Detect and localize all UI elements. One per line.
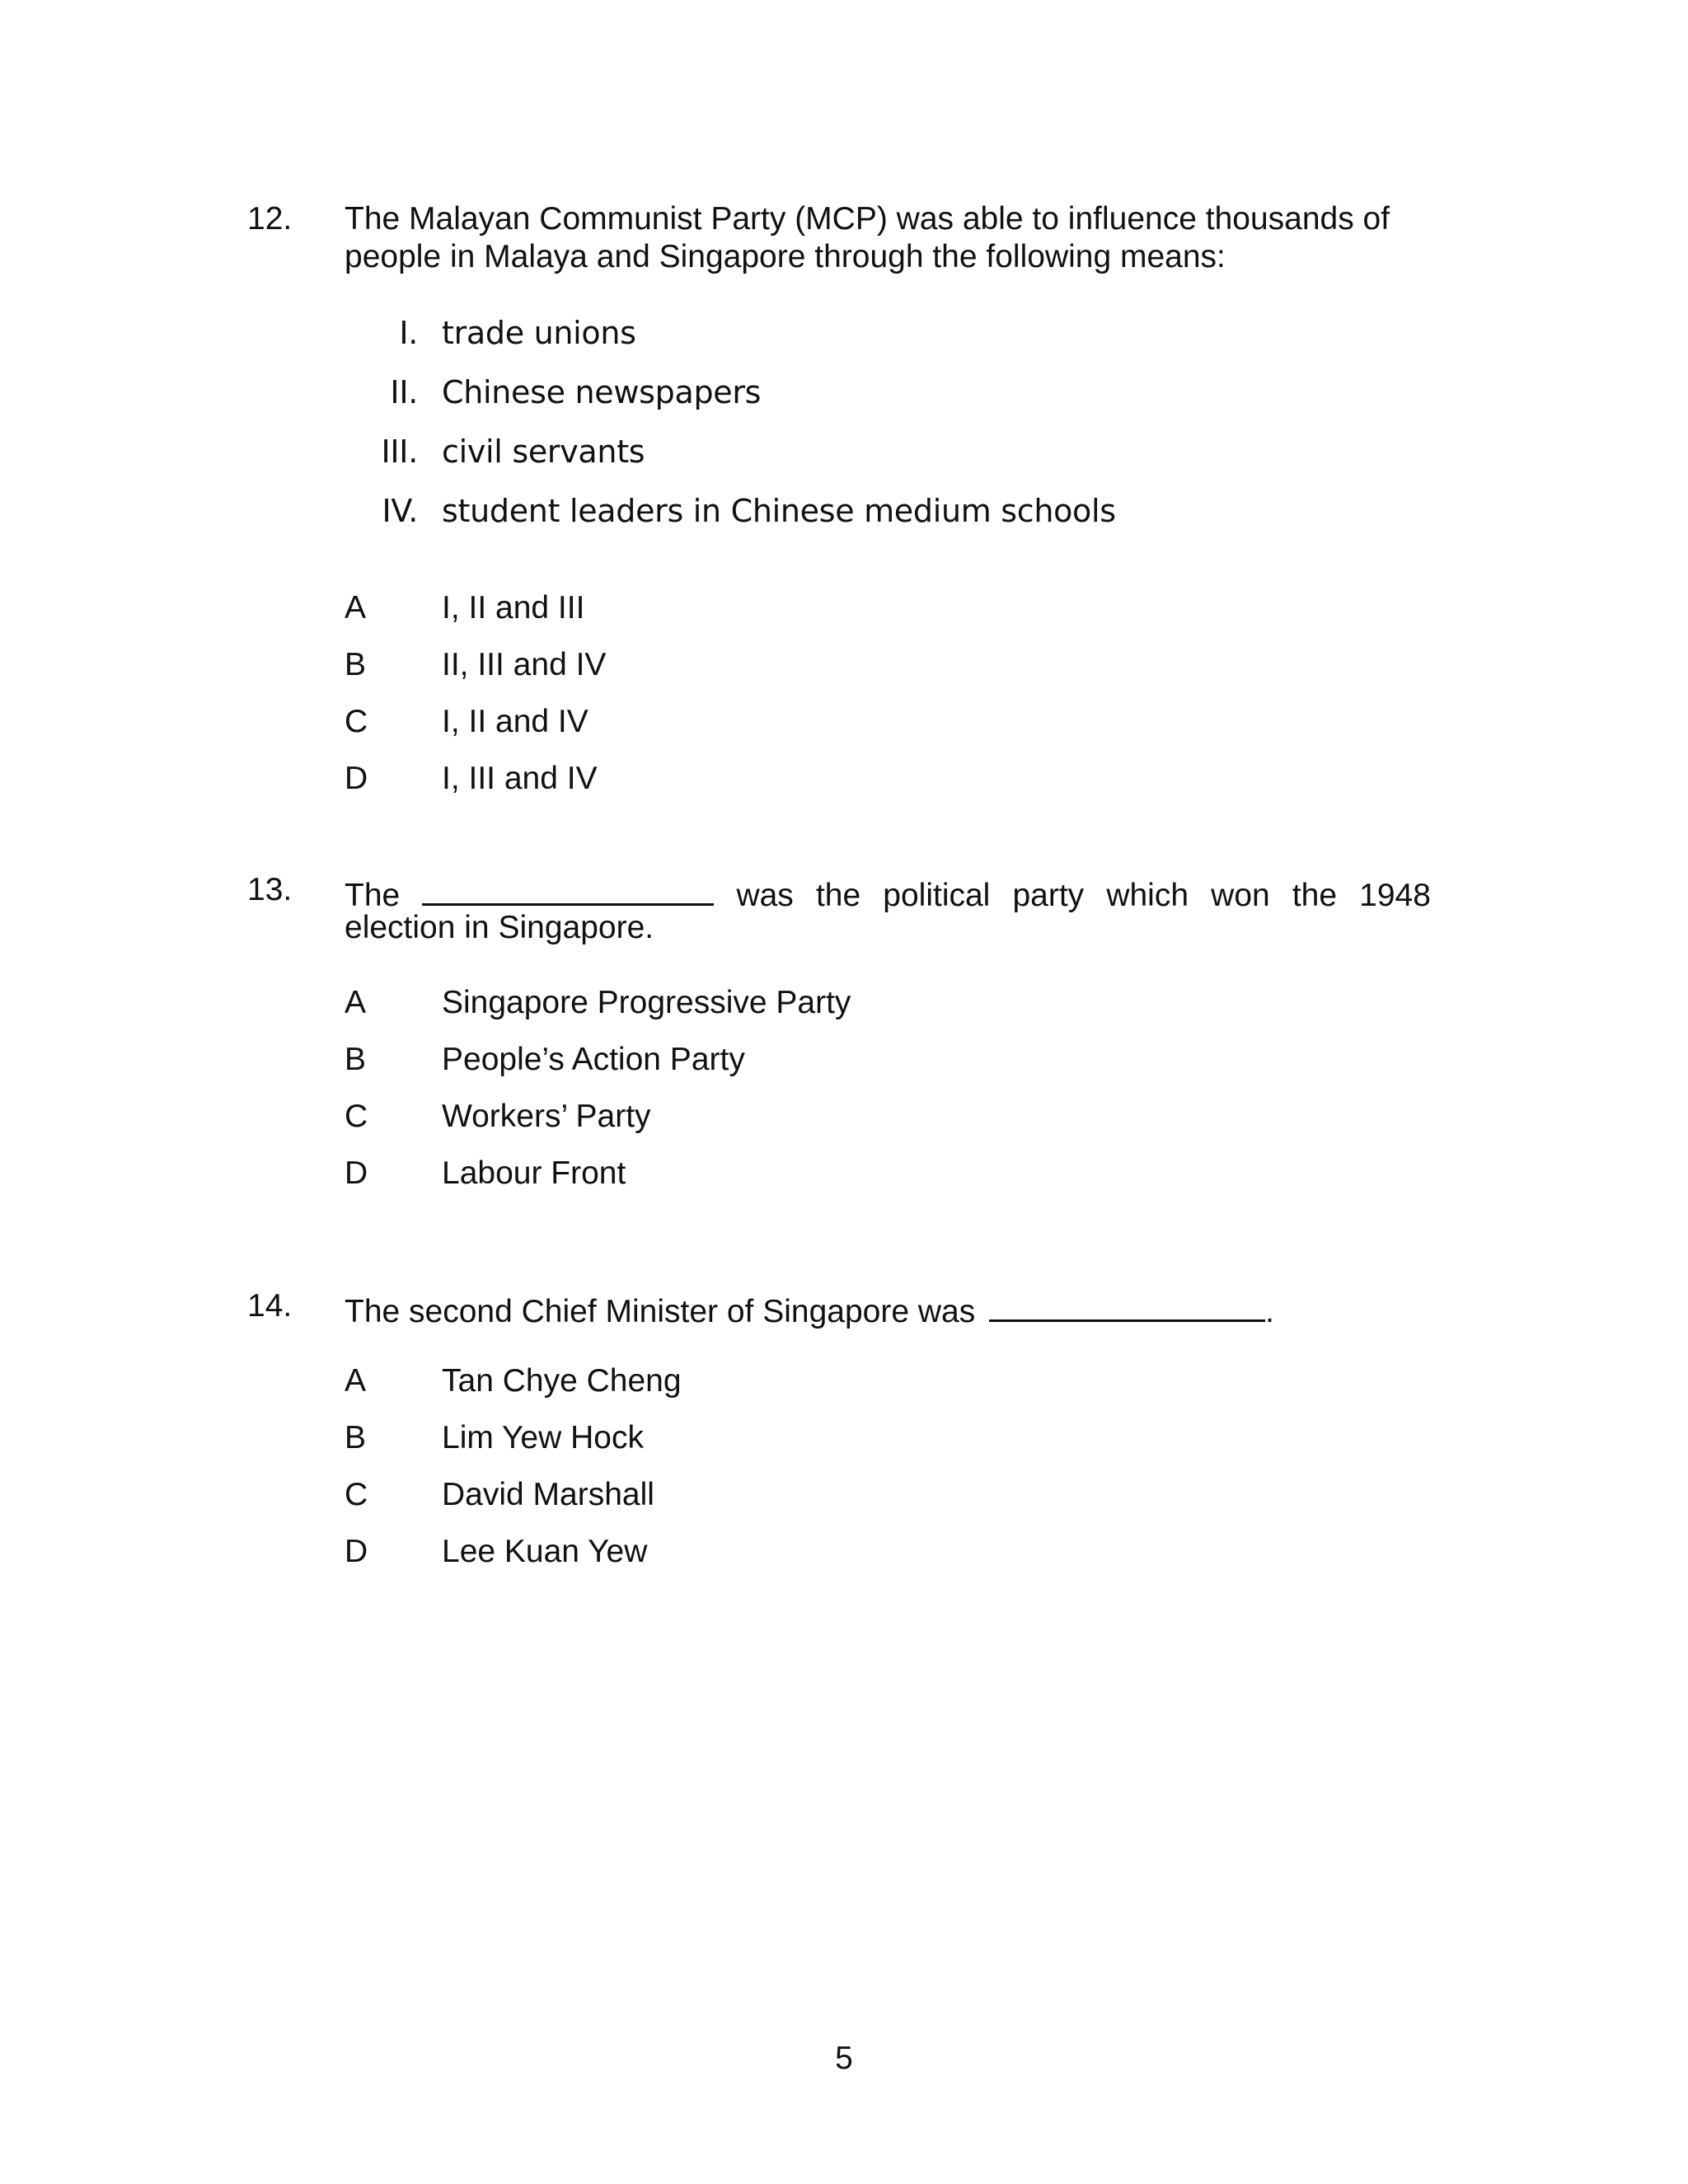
question-number: 12.	[247, 201, 293, 237]
stem-word: the	[1292, 878, 1338, 913]
question-number: 14.	[247, 1288, 293, 1324]
option-letter: C	[345, 1099, 368, 1134]
statement-numeral: III.	[381, 434, 418, 470]
option-letter: A	[345, 985, 367, 1020]
option-text: Lee Kuan Yew	[442, 1534, 648, 1569]
option-text: Lim Yew Hock	[442, 1420, 644, 1455]
option-text: I, II and IV	[442, 704, 588, 739]
statement-text: student leaders in Chinese medium schools	[442, 493, 1116, 529]
option-letter: D	[345, 1155, 368, 1191]
question-stem-line: people in Malaya and Singapore through the following means:	[345, 239, 1226, 274]
option-letter: B	[345, 647, 367, 682]
page-number: 5	[835, 2041, 853, 2076]
option-letter: A	[345, 590, 367, 626]
option-letter: B	[345, 1420, 367, 1455]
stem-word: The	[345, 878, 401, 913]
stem-word: was	[736, 878, 794, 913]
stem-word: political	[883, 878, 991, 913]
statement-text: trade unions	[442, 315, 636, 351]
option-letter: C	[345, 1477, 368, 1512]
statement-text: civil servants	[442, 434, 645, 470]
option-letter: A	[345, 1363, 367, 1399]
statement-text: Chinese newspapers	[442, 374, 762, 410]
answer-blank	[422, 874, 714, 906]
option-letter: C	[345, 704, 368, 739]
statement-numeral: I.	[399, 315, 418, 351]
statement-numeral: IV.	[382, 493, 418, 529]
option-letter: D	[345, 1534, 368, 1569]
option-letter: D	[345, 761, 368, 796]
question-stem-line	[345, 874, 1431, 912]
option-text: I, III and IV	[442, 761, 598, 796]
question-stem-line: election in Singapore.	[345, 910, 654, 945]
option-text: Tan Chye Cheng	[442, 1363, 682, 1399]
option-text: I, II and III	[442, 590, 585, 626]
option-text: Workers’ Party	[442, 1099, 651, 1134]
stem-text: The second Chief Minister of Singapore was	[345, 1294, 976, 1329]
stem-end: .	[1265, 1294, 1274, 1329]
question-stem-line: The Malayan Communist Party (MCP) was able to influence thousands of	[345, 201, 1390, 237]
stem-word: the	[815, 878, 861, 913]
stem-word: party	[1012, 878, 1085, 913]
stem-word: won	[1211, 878, 1270, 913]
option-text: II, III and IV	[442, 647, 607, 682]
question-number: 13.	[247, 872, 293, 907]
stem-word: which	[1106, 878, 1189, 913]
option-text: Labour Front	[442, 1155, 626, 1191]
option-text: Singapore Progressive Party	[442, 985, 851, 1020]
option-text: People’s Action Party	[442, 1042, 745, 1077]
statement-numeral: II.	[390, 374, 418, 410]
option-text: David Marshall	[442, 1477, 654, 1512]
stem-word: 1948	[1359, 878, 1431, 913]
question-stem-line	[345, 1290, 1274, 1328]
option-letter: B	[345, 1042, 367, 1077]
answer-blank	[989, 1290, 1265, 1322]
